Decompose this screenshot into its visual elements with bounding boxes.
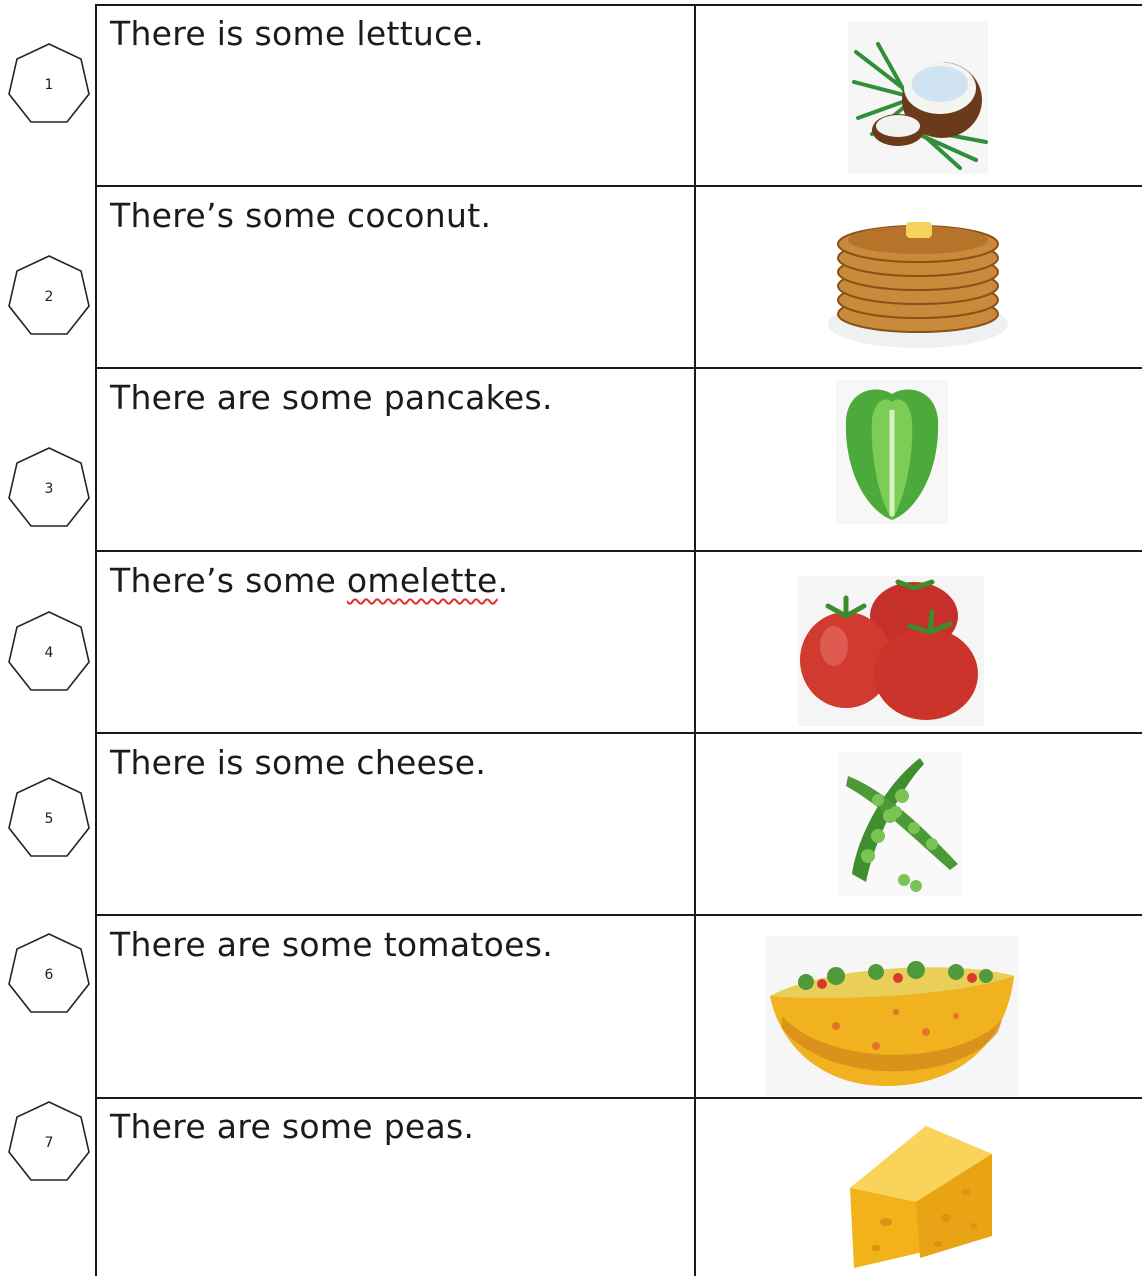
sentence-part: . bbox=[497, 561, 509, 600]
sentence-text bbox=[110, 561, 690, 601]
sentence-text: There is some cheese. bbox=[110, 743, 487, 782]
number-badge bbox=[6, 42, 92, 128]
sentence-text: There are some tomatoes. bbox=[110, 925, 553, 964]
table-top-border bbox=[95, 4, 1142, 6]
table-column-divider bbox=[694, 4, 696, 1276]
number-badge bbox=[6, 932, 92, 1018]
row-number: 1 bbox=[44, 77, 54, 93]
coconut-image bbox=[848, 22, 988, 174]
pancakes-image bbox=[826, 206, 1016, 358]
peas-image bbox=[838, 752, 962, 896]
row-number: 2 bbox=[44, 289, 54, 305]
row-number: 7 bbox=[44, 1135, 54, 1151]
sentence-text: There are some peas. bbox=[110, 1107, 475, 1146]
row-divider bbox=[95, 914, 1142, 916]
sentence-part: There’s some bbox=[110, 561, 347, 600]
row-divider bbox=[95, 367, 1142, 369]
lettuce-image bbox=[836, 380, 948, 524]
number-badge bbox=[6, 446, 92, 532]
row-divider bbox=[95, 1097, 1142, 1099]
row-number: 5 bbox=[44, 811, 54, 827]
row-divider bbox=[95, 550, 1142, 552]
number-badge bbox=[6, 254, 92, 340]
row-number: 6 bbox=[44, 967, 54, 983]
misspelled-word: omelette bbox=[346, 561, 498, 600]
row-number: 4 bbox=[44, 645, 54, 661]
sentence-text: There is some lettuce. bbox=[110, 14, 484, 53]
row-divider bbox=[95, 185, 1142, 187]
number-badge bbox=[6, 776, 92, 862]
row-number: 3 bbox=[44, 481, 54, 497]
row-divider bbox=[95, 732, 1142, 734]
tomatoes-image bbox=[798, 576, 984, 726]
table-left-border bbox=[95, 4, 97, 1276]
sentence-text: There’s some coconut. bbox=[110, 196, 492, 235]
sentence-text: There are some pancakes. bbox=[110, 378, 553, 417]
omelette-image bbox=[766, 936, 1018, 1096]
number-badge bbox=[6, 1100, 92, 1186]
cheese-image bbox=[846, 1118, 996, 1272]
number-badge bbox=[6, 610, 92, 696]
